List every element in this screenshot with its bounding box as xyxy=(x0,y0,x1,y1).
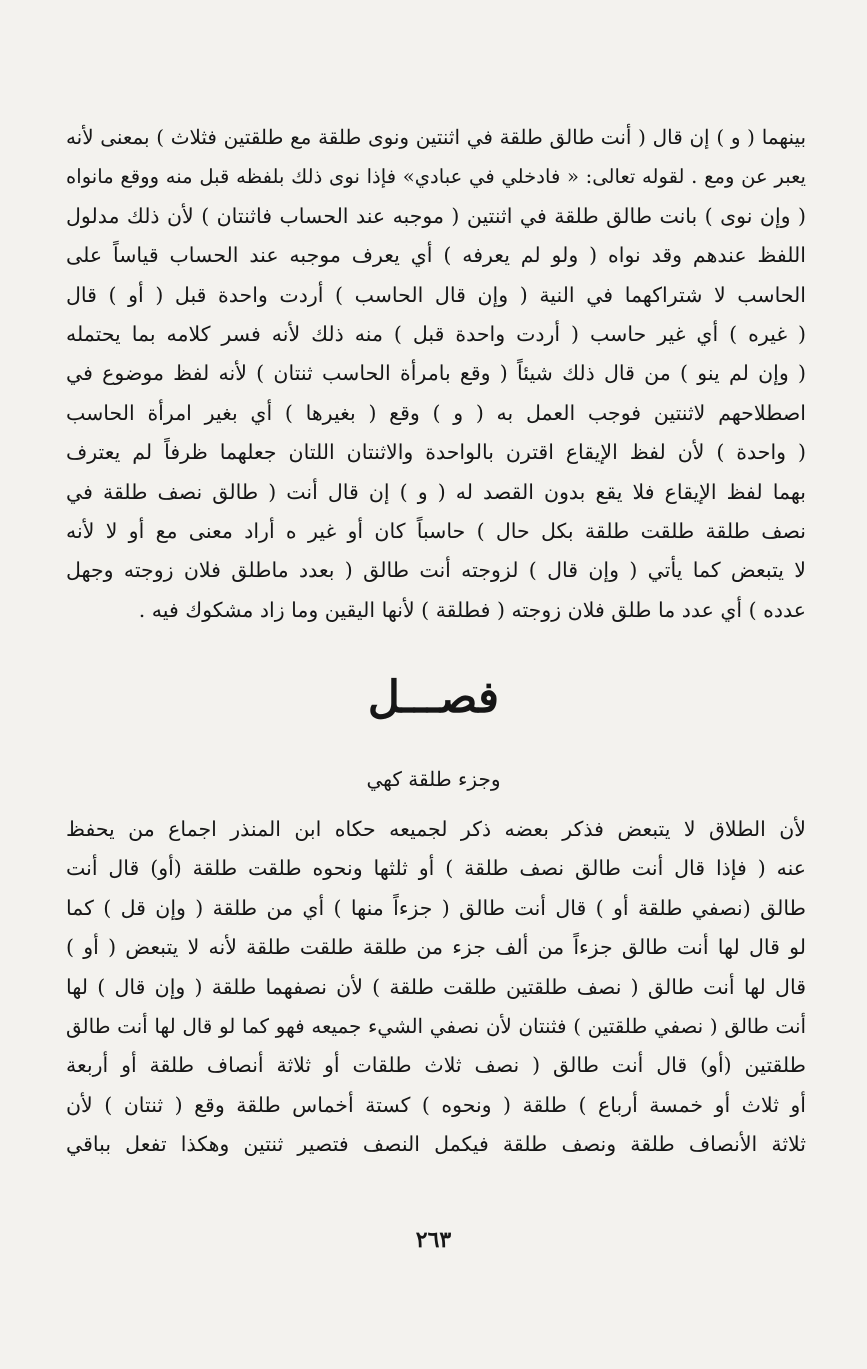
text-line: ثلاثة الأنصاف طلقة ونصف طلقة فيكمل النصف فتصير ثنتين وهكذا تفعل بباقي xyxy=(66,1132,806,1157)
text-line: طالق (نصفي طلقة أو ) قال أنت طالق ( جزءاً منها ) أي من طلقة ( وإن قل ) كما xyxy=(66,895,806,920)
text-line: عدده ) أي عدد ما طلق فلان زوجته ( فطلقة ) لأنها اليقين وما زاد مشكوك فيه . xyxy=(138,597,806,622)
text-line: اصطلاحهم لاثنتين فوجب العمل به ( و ) وقع ( بغيرها ) أي بغير امرأة الحاسب xyxy=(66,400,806,425)
text-line: لو قال لها أنت طالق جزءاً من ألف جزء من طلقة طلقت طلقة لأنه لا يتبعض ( أو ) xyxy=(66,935,806,960)
text-line: عنه ( فإذا قال أنت طالق نصف طلقة ) أو ثلثها ونحوه طلقت طلقة (أو) قال أنت xyxy=(66,856,806,881)
text-line: لأن الطلاق لا يتبعض فذكر بعضه ذكر لجميعه حكاه ابن المنذر اجماع من يحفظ xyxy=(66,817,806,841)
text-line: قال لها أنت طالق ( نصف طلقتين طلقت طلقة ) لأن نصفهما طلقة ( وإن قال ) لها xyxy=(66,974,806,999)
paragraph-2 xyxy=(66,810,806,1165)
text-line: بهما لفظ الإيقاع فلا يقع بدون القصد له ( و ) إن قال أنت ( طالق نصف طلقة في xyxy=(66,479,806,504)
section-heading: فصـــل xyxy=(367,672,500,723)
text-line: يعبر عن ومع . لقوله تعالى: « فادخلي في عبادي» فإذا نوى ذلك بلفظه قبل منه ووقع مانواه xyxy=(66,165,806,189)
text-line: ( وإن لم ينو ) من قال ذلك شيئاً ( وقع بامرأة الحاسب ثنتان ) لأنه لفظ موضوع في xyxy=(66,361,806,386)
paragraph-1 xyxy=(66,118,806,630)
text-line: ( غيره ) أي غير حاسب ( أردت واحدة قبل ) منه ذلك لأنه فسر كلامه بما يحتمله xyxy=(66,321,807,346)
text-line: الحاسب لا شتراكهما في النية ( وإن قال الحاسب ) أردت واحدة قبل ( أو ) قال xyxy=(66,282,806,307)
text-line: بينهما ( و ) إن قال ( أنت طالق طلقة في اثنتين ونوى طلقة مع طلقتين فثلاث ) بمعنى لأنه xyxy=(66,126,806,149)
page-number: ٢٦٣ xyxy=(415,1227,452,1253)
text-line: طلقتين (أو) قال أنت طالق ( نصف ثلاث طلقات أو ثلاثة أنصاف طلقة أو أربعة xyxy=(66,1053,806,1078)
text-line: أنت طالق ( نصفي طلقتين ) فثنتان لأن نصفي الشيء جميعه فهو كما لو قال لها أنت طالق xyxy=(66,1014,806,1038)
section-subheading: وجزء طلقة كهي xyxy=(366,767,501,791)
text-line: أو ثلاث أو خمسة أرباع ) طلقة ( ونحوه ) كستة أخماس طلقة وقع ( ثنتان ) لأن xyxy=(66,1092,806,1117)
text-line: نصف طلقة طلقت طلقة بكل حال ) حاسباً كان أو غير ه أراد معنى مع أو لا لأنه xyxy=(66,518,806,543)
text-line: ( واحدة ) لأن لفظ الإيقاع اقترن بالواحدة والاثنتان اللتان جعلهما ظرفاً لم يعترف xyxy=(66,440,806,465)
text-line: اللفظ عندهم وقد نواه ( ولو لم يعرفه ) أي يعرف موجبه عند الحساب قياساً على xyxy=(66,243,806,268)
text-line: ( وإن نوى ) بانت طالق طلقة في اثنتين ( موجبه عند الحساب فاثنتان ) لأن ذلك مدلول xyxy=(66,203,806,228)
text-line: لا يتبعض كما يأتي ( وإن قال ) لزوجته أنت طالق ( بعدد ماطلق فلان زوجته وجهل xyxy=(66,558,806,583)
